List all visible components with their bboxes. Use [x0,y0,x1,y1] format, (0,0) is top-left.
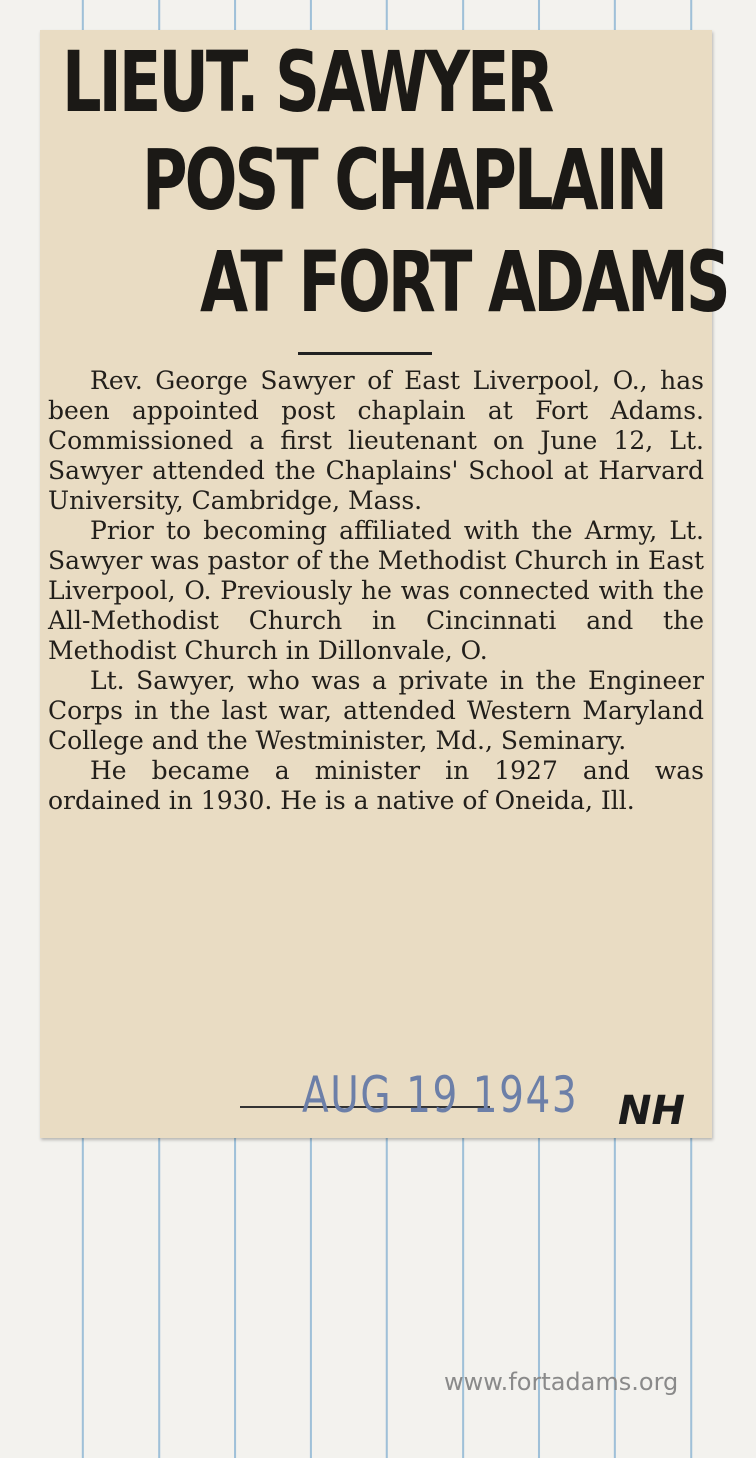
watermark: www.fortadams.org [444,1368,679,1396]
article-paragraph-3: Lt. Sawyer, who was a private in the Engineer Corps in the last war, attended Western Maryland College and the Westminister, Md., Seminary. [48,666,704,755]
headline [40,30,728,370]
date-stamp: AUG 19 1943 [302,1066,579,1124]
headline-line-1: LIEUT. SAWYER [62,33,552,131]
newspaper-clipping [40,30,728,1138]
headline-line-2: POST CHAPLAIN [142,131,665,229]
headline-divider [298,352,432,355]
article-paragraph-2: Prior to becoming affiliated with the Army, Lt. Sawyer was pastor of the Methodist Church in East Liverpool, O. Previously he was connected with the All-Methodist Church in Cincinnati and the Methodist Church in Dillonvale, O. [48,516,704,665]
article-paragraph-1: Rev. George Sawyer of East Liverpool, O., has been appointed post chaplain at Fort Adams. Commissioned a first lieutenant on June 12, Lt. Sawyer attended the Chaplains' School at Harvard University, Cambridge, Mass. [48,366,704,515]
article-body [48,366,704,816]
article-paragraph-4: He became a minister in 1927 and was ordained in 1930. He is a native of Oneida, Ill. [48,756,704,815]
headline-line-3: AT FORT ADAMS [200,233,728,331]
handwritten-initials: NH [618,1088,685,1134]
